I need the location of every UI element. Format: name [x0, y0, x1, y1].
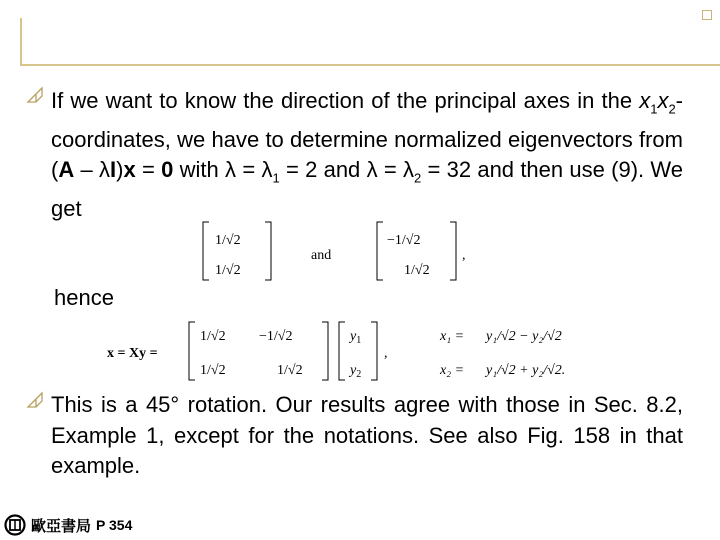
comma-1: ,	[462, 248, 466, 263]
x-equals-Xy: x = Xy =	[107, 346, 158, 361]
v2-top: −1/√2	[387, 233, 421, 248]
matrix-m12: −1/√2	[259, 329, 293, 344]
y1: $y_1$	[350, 329, 362, 346]
eq1-rhs: y₁/√2 − y₂/√2	[486, 329, 562, 344]
paragraph-rotation: This is a 45° rotation. Our results agree with those in Sec. 8.2, Example 1, except for the notations. See also Fig. 158 in that example.	[51, 392, 683, 478]
eq1-lhs: x₁ =	[440, 329, 465, 344]
matrix-m22: 1/√2	[277, 363, 303, 378]
publisher-name: 歐亞書局	[31, 517, 92, 535]
footer	[4, 512, 132, 538]
page-number: P 354	[96, 517, 133, 533]
publisher-logo-icon	[4, 514, 26, 536]
bullet-icon	[26, 391, 44, 409]
v1-bottom: 1/√2	[215, 263, 241, 278]
and-text: and	[311, 248, 332, 263]
matrix-m21: 1/√2	[200, 363, 226, 378]
comma-2: ,	[384, 346, 388, 361]
matrix-m11: 1/√2	[200, 329, 226, 344]
v2-bottom: 1/√2	[404, 263, 430, 278]
v1-top: 1/√2	[215, 233, 241, 248]
hence-text: hence	[54, 285, 114, 310]
paragraph-eigenvectors: If we want to know the direction of the principal axes in the $x_1x_2$-coordinates, we have to determine normalized eigenvectors from (A – λI)x = 0 with $\lambda = \lambda_1 = 2$ and $\lambda = \lambda_2 = 32$ and then use (9). We get	[51, 88, 684, 222]
y2: $y_2$	[350, 363, 362, 380]
eq2-rhs: y₁/√2 + y₂/√2.	[486, 363, 566, 378]
eq2-lhs: x₂ =	[440, 363, 465, 378]
